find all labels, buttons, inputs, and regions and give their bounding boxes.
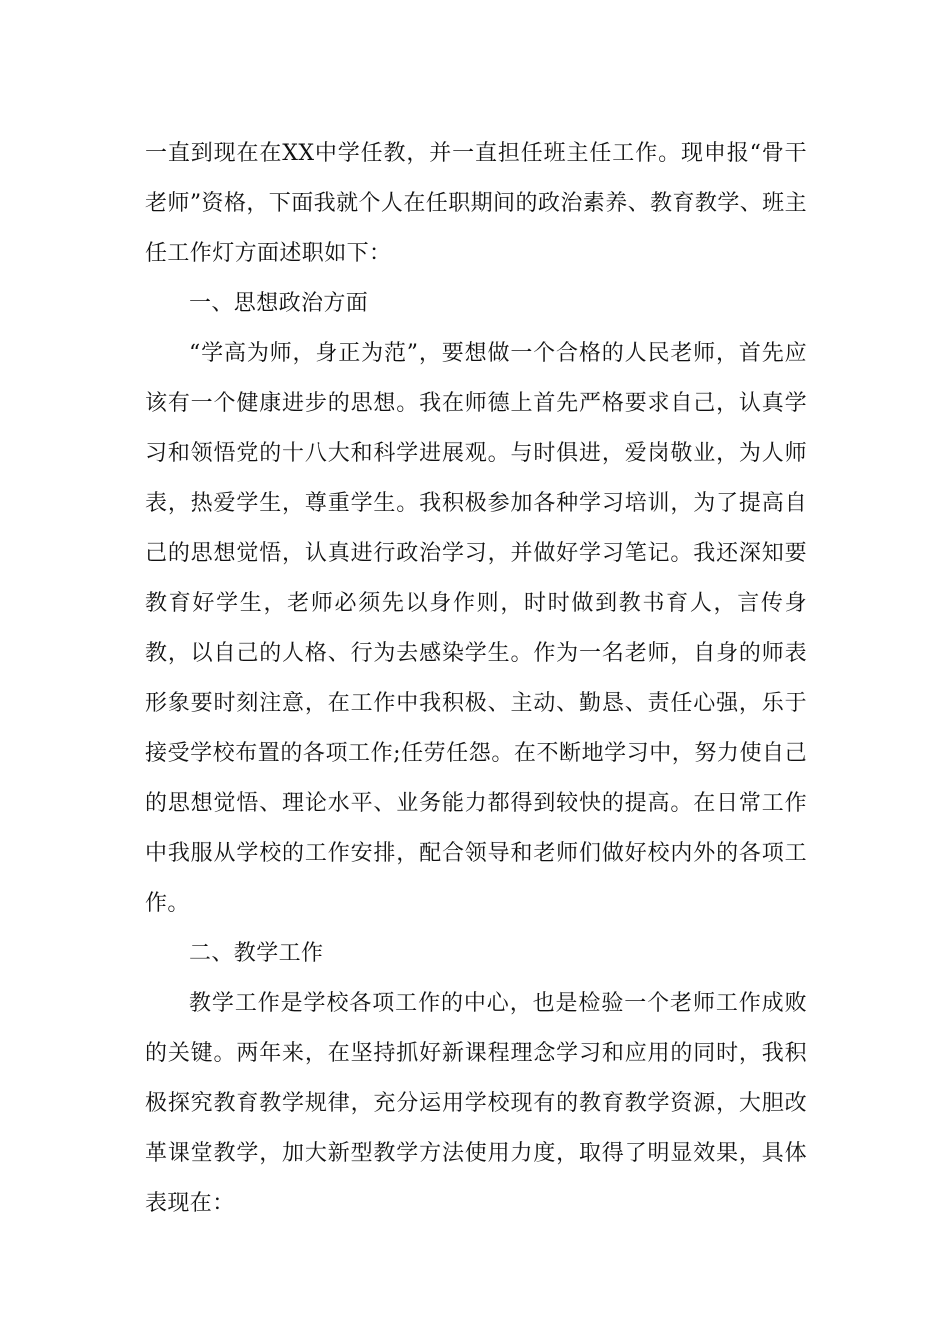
- paragraph-teaching: 教学工作是学校各项工作的中心，也是检验一个老师工作成败的关键。两年来，在坚持抓好新课程理念学习和应用的同时，我积极探究教育教学规律，充分运用学校现有的教育教学资源，大胆改革课堂教学，加大新型教学方法使用力度，取得了明显效果，具体表现在：: [145, 991, 807, 1216]
- document-body: [145, 129, 807, 1229]
- paragraph-political: “学高为师，身正为范”，要想做一个合格的人民老师，首先应该有一个健康进步的思想。我在师德上首先严格要求自己，认真学习和领悟党的十八大和科学进展观。与时俱进，爱岗敬业，为人师表，热爱学生，尊重学生。我积极参加各种学习培训，为了提高自己的思想觉悟，认真进行政治学习，并做好学习笔记。我还深知要教育好学生，老师必须先以身作则，时时做到教书育人，言传身教，以自己的人格、行为去感染学生。作为一名老师，自身的师表形象要时刻注意，在工作中我积极、主动、勤恳、责任心强，乐于接受学校布置的各项工作;任劳任怨。在不断地学习中，努力使自己的思想觉悟、理论水平、业务能力都得到较快的提高。在日常工作中我服从学校的工作安排，配合领导和老师们做好校内外的各项工作。: [145, 341, 807, 916]
- paragraph-intro: 一直到现在在XX中学任教，并一直担任班主任工作。现申报“骨干老师”资格，下面我就个人在任职期间的政治素养、教育教学、班主任工作灯方面述职如下：: [145, 141, 807, 266]
- section-heading-political: 一、思想政治方面: [189, 291, 369, 316]
- section-heading-teaching: 二、教学工作: [189, 941, 324, 966]
